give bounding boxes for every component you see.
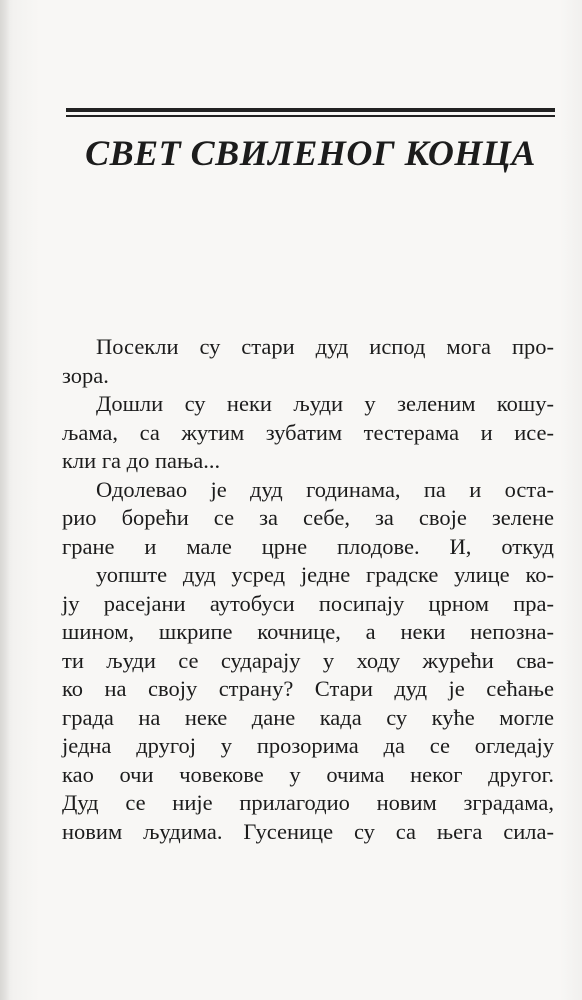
text-line: љама, са жутим зубатим тестерама и исе- [62,419,554,445]
text-line: кли га до пања... [62,448,221,473]
body-text [62,333,554,846]
chapter-title: СВЕТ СВИЛЕНОГ КОНЦА [85,133,536,173]
text-line: рио борећи се за себе, за своје зелене [62,505,554,530]
text-line: ју расејани аутобуси посипају црном пра- [62,590,554,616]
text-line: једна другој у прозорима да се огледају [62,733,554,758]
text-line: Дуд се није прилагодио новим зградама, [62,790,554,815]
text-line: зора. [62,362,109,388]
text-line: Посекли су стари дуд испод мога про- [96,334,554,359]
text-line: Дошли су неки људи у зеленим кошу- [96,391,554,416]
text-line: као очи човекове у очима неког другог. [62,761,554,787]
text-line: гране и мале црне плодове. И, откуд [62,533,554,559]
text-line: уопште дуд усред једне градске улице ко- [96,562,554,587]
header-rule-thin [66,115,555,117]
text-line: ти људи се сударају у ходу журећи сва- [62,647,554,673]
text-line: Одолевао је дуд годинама, па и оста- [96,476,554,502]
header-rule-thick [66,108,555,112]
text-line: града на неке дане када су куће могле [62,704,554,730]
binding-shadow [0,0,10,1000]
text-line: шином, шкрипе кочнице, а неки непозна- [62,619,554,644]
text-line: ко на своју страну? Стари дуд је сећање [62,676,554,701]
text-line: новим људима. Гусенице су са њега сила- [62,818,554,844]
